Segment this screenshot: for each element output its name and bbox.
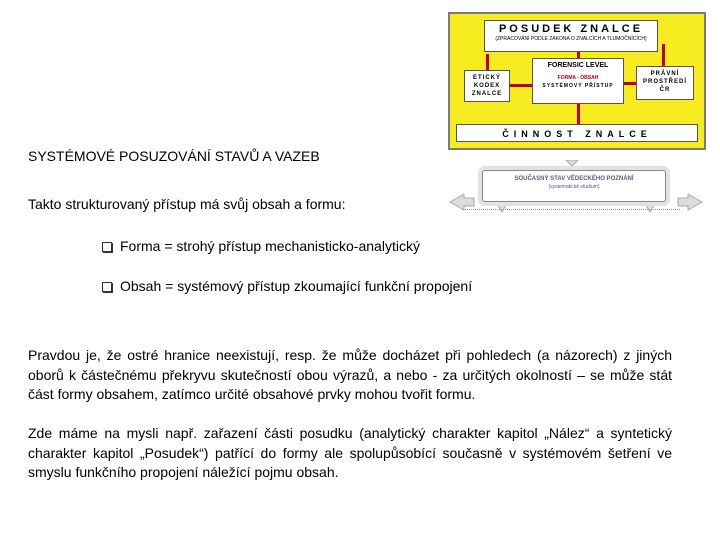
arrow-forensic-cinnost <box>577 104 580 124</box>
slide-title: SYSTÉMOVÉ POSUZOVÁNÍ STAVŮ A VAZEB <box>28 148 320 164</box>
arrow-eticky-forensic <box>510 84 532 87</box>
forensic-box <box>532 58 624 104</box>
dotted-line <box>462 209 680 210</box>
arrow-posudek-pravni <box>662 44 665 66</box>
down-arrow-icon <box>566 160 578 166</box>
posudek-title: POSUDEK ZNALCE <box>498 23 644 35</box>
arrow-posudek-eticky <box>486 54 489 70</box>
kodex-line: KODEX <box>473 83 501 89</box>
bullet-text: Forma = strohý přístup mechanisticko-analytický <box>120 238 420 254</box>
posudek-box <box>484 20 658 52</box>
paragraph-1: Pravdou je, že ostré hranice neexistují, resp. že může docházet při pohledech (a názorech) z jiných oborů k částečnému překryvu skutečností obou výrazů, a nebo - za určitých okolností – se může stát část formy obsahem, zatímco určité obsahové prvky mohou tvořit formu. <box>28 347 672 402</box>
forensic-sub-label: SYSTÉMOVÝ PŘÍSTUP <box>542 83 614 89</box>
forensic-title: FORENSIC LEVEL <box>547 62 609 69</box>
znalce-line: ZNALCE <box>471 91 503 97</box>
pravni-prostredi-box <box>636 66 694 100</box>
slide-subtitle: Takto strukturovaný přístup má svůj obsah a formu: <box>28 196 346 212</box>
left-arrow-icon <box>450 194 474 210</box>
pravni-line: PRÁVNÍ <box>650 71 680 77</box>
cr-line: ČR <box>659 87 671 93</box>
checkbox-bullet-icon <box>102 282 112 292</box>
eticky-kodex-box <box>464 70 510 102</box>
checkbox-bullet-icon <box>102 242 112 252</box>
bullet-item-forma <box>102 238 420 254</box>
bullet-text: Obsah = systémový přístup zkoumající funkční propojení <box>120 278 473 294</box>
paragraph-2: Zde máme na mysli např. zařazení části posudku (analytický charakter kapitol „Nález“ a syntetický charakter kapitol „Posudek“) patřící do formy ale spolupůsobící současně v systémovém šetření ve smyslu funkčního propojení náležící pojmu obsah. <box>28 425 672 480</box>
soucasny-title: SOUČASNÝ STAV VĚDECKÉHO POZNÁNÍ <box>514 176 634 182</box>
soucasny-subtitle: (systematické studium) <box>548 184 600 190</box>
posudek-subtitle: (ZPRACOVÁNÍ PODLE ZÁKONA O ZNALCÍCH A TLUMOČNÍCÍCH) <box>495 36 647 42</box>
bullet-item-obsah <box>102 278 472 294</box>
prostredi-line: PROSTŘEDÍ <box>642 79 687 85</box>
eticky-line: ETICKÝ <box>472 75 501 81</box>
forensic-diagram <box>448 12 706 150</box>
soucasny-stav-box <box>482 170 666 202</box>
cinnost-box: ČINNOST ZNALCE <box>456 124 698 142</box>
forensic-red-label: FORMA - OBSAH <box>557 75 599 81</box>
arrow-pravni-forensic <box>624 82 636 85</box>
right-arrow-icon <box>678 194 702 210</box>
